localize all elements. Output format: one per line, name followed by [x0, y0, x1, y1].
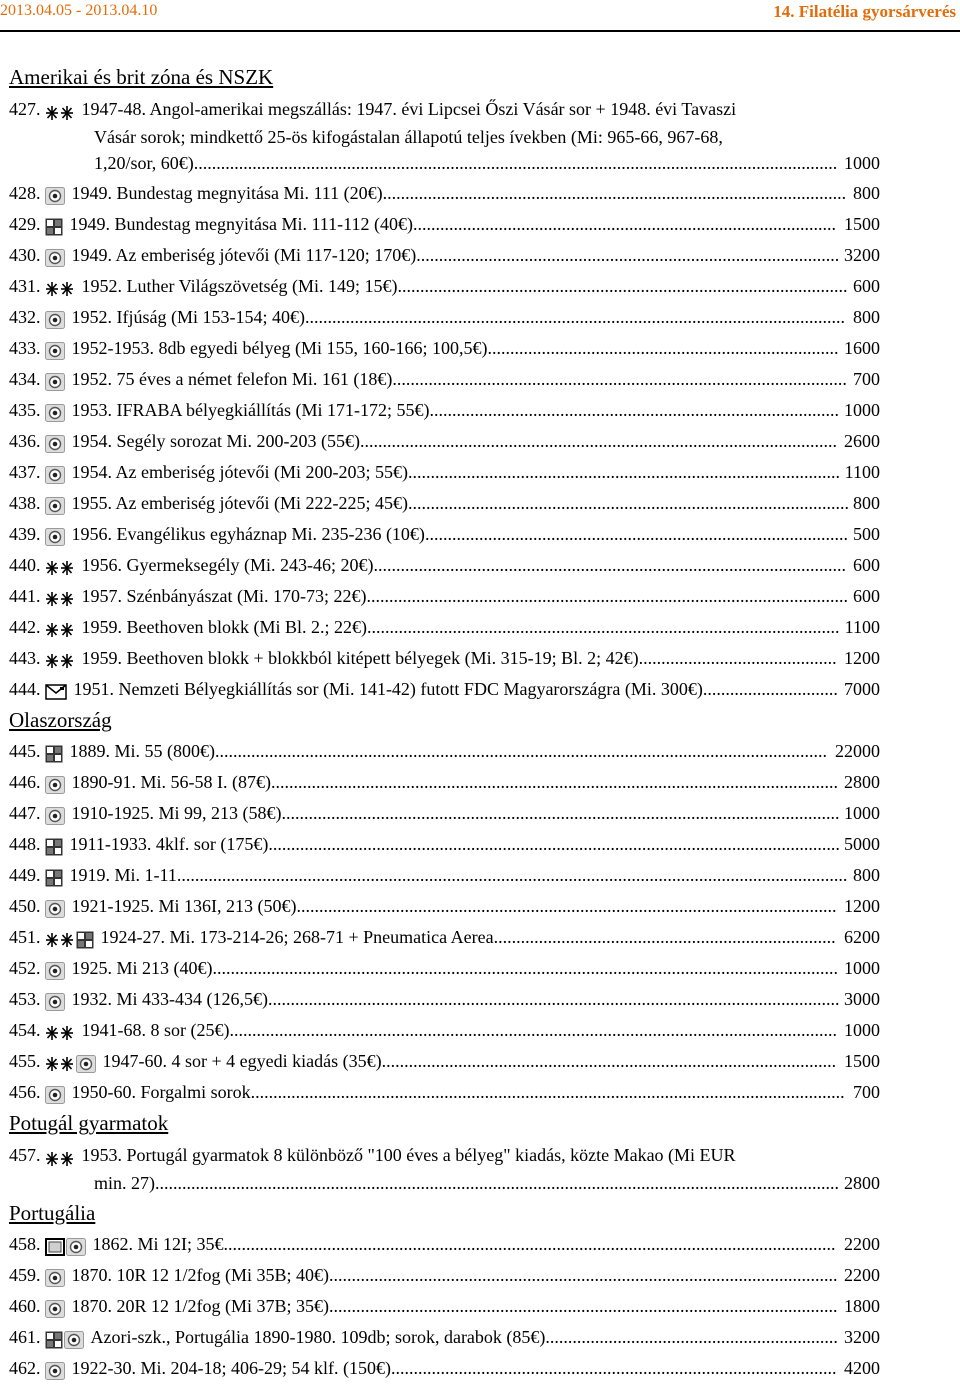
lot-number: 459. — [9, 1264, 41, 1285]
lot-description: 1949. Bundestag megnyitása Mi. 111 (20€) — [71, 182, 383, 203]
lot-number: 428. — [9, 182, 41, 203]
condition-icons — [45, 303, 66, 334]
postmark-icon — [45, 497, 65, 515]
leader-dots: ........................................................................................... — [429, 399, 839, 420]
lot-description: 1949. Bundestag megnyitása Mi. 111-112 (40€) — [69, 213, 413, 234]
condition-icons — [45, 985, 66, 1016]
lot-item — [9, 1015, 949, 1046]
lot-description: 1959. Beethoven blokk (Mi Bl. 2.; 22€) — [81, 616, 367, 637]
leader-dots: ....................................................................................................................................... — [229, 1019, 837, 1040]
lot-item — [9, 922, 949, 953]
leader-dots: ................................................................................................................. — [329, 1264, 838, 1285]
lot-description: 1954. Segély sorozat Mi. 200-203 (55€) — [71, 430, 360, 451]
condition-icons — [45, 613, 76, 644]
postmark-icon — [76, 1055, 96, 1073]
leader-dots: .............................. — [702, 678, 838, 699]
lot-price: 1500 — [842, 209, 880, 240]
lot-item — [9, 829, 949, 860]
mint-icon — [45, 560, 75, 576]
block-icon — [76, 931, 94, 949]
lot-description: Azori-szk., Portugália 1890-1980. 109db; sorok, darabok (85€) — [90, 1326, 546, 1347]
lot-price: 3000 — [842, 984, 880, 1015]
condition-icons — [45, 861, 64, 892]
lot-number: 435. — [9, 399, 41, 420]
lot-description: 1953. IFRABA bélyegkiállítás (Mi 171-172; 55€) — [71, 399, 430, 420]
lot-description: 1952. Ifjúság (Mi 153-154; 40€) — [71, 306, 305, 327]
leader-dots: ..................................................................................................... — [392, 368, 847, 389]
lot-number: 441. — [9, 585, 41, 606]
condition-icons — [45, 1323, 85, 1354]
leader-dots: .................................................................................................... — [397, 275, 848, 296]
condition-icons — [45, 272, 76, 303]
date-range: 2013.04.05 - 2013.04.10 — [0, 2, 158, 19]
leader-dots: ............................................................................................................................... — [268, 833, 840, 854]
leader-dots: .................................................................................................................................... — [250, 1081, 845, 1102]
lot-description: 1952-1953. 8db egyedi bélyeg (Mi 155, 160-166; 100,5€) — [71, 337, 488, 358]
lot-price: 800 — [851, 488, 880, 519]
condition-icons — [45, 334, 66, 365]
lot-description: 1959. Beethoven blokk + blokkból kitépett bélyegek (Mi. 315-19; Bl. 2; 42€) — [81, 647, 639, 668]
lot-number: 450. — [9, 895, 41, 916]
postmark-icon — [45, 962, 65, 980]
condition-icons — [45, 520, 66, 551]
leader-dots: ........................................................................................................................ — [304, 306, 845, 327]
lot-number: 436. — [9, 430, 41, 451]
lot-number: 438. — [9, 492, 41, 513]
lot-item — [9, 178, 949, 209]
lot-item — [9, 333, 949, 364]
lot-price: 800 — [851, 302, 880, 333]
leader-dots: ........................................................................................................................................ — [215, 740, 827, 761]
leader-dots: ..................................................................................................................................................... — [176, 864, 848, 885]
lot-number: 430. — [9, 244, 41, 265]
condition-icons — [45, 892, 66, 923]
lot-description: 1932. Mi 433-434 (126,5€) — [71, 988, 268, 1009]
leader-dots: ................................................................. — [545, 1326, 838, 1347]
lot-description: 1956. Gyermeksegély (Mi. 243-46; 20€) — [81, 554, 374, 575]
lot-price: 1000 — [842, 798, 880, 829]
lot-number: 444. — [9, 678, 41, 699]
lot-description: 1955. Az emberiség jótevői (Mi 222-225; 45€) — [71, 492, 408, 513]
lot-item — [9, 488, 949, 519]
stamp-outline-icon — [45, 1238, 65, 1256]
lot-price: 1200 — [842, 891, 880, 922]
condition-icons — [45, 1016, 76, 1047]
lot-number: 457. — [9, 1144, 41, 1165]
lot-item — [9, 550, 949, 581]
lot-item — [9, 1322, 949, 1353]
condition-icons — [45, 1292, 66, 1323]
lot-price: 22000 — [833, 736, 880, 767]
lot-number: 461. — [9, 1326, 41, 1347]
condition-icons — [45, 768, 66, 799]
leader-dots: ........................................................................................................................ — [296, 895, 837, 916]
lot-item — [9, 302, 949, 333]
lot-number: 452. — [9, 957, 41, 978]
mint-icon — [45, 281, 75, 297]
postmark-icon — [45, 466, 65, 484]
lot-description: 1870. 20R 12 1/2fog (Mi 37B; 35€) — [71, 1295, 330, 1316]
lot-number: 445. — [9, 740, 41, 761]
condition-icons — [45, 737, 64, 768]
lot-number: 442. — [9, 616, 41, 637]
lot-description: 1924-27. Mi. 173-214-26; 268-71 + Pneumatica Aerea — [100, 926, 494, 947]
lot-number: 446. — [9, 771, 41, 792]
lot-description: 1950-60. Forgalmi sorok — [71, 1081, 251, 1102]
leader-dots: ................................................................................................................. — [329, 1295, 838, 1316]
lot-price: 1800 — [842, 1291, 880, 1322]
lot-price: 1000 — [842, 150, 880, 176]
lot-price: 5000 — [842, 829, 880, 860]
condition-icons — [45, 799, 66, 830]
section-title: Potugál gyarmatok — [9, 1110, 169, 1135]
mint-icon — [45, 932, 75, 948]
condition-icons — [45, 1078, 66, 1109]
lot-number: 437. — [9, 461, 41, 482]
mint-icon — [45, 1025, 75, 1041]
lot-price: 1600 — [842, 333, 880, 364]
lot-item — [9, 953, 949, 984]
lot-description: 1910-1925. Mi 99, 213 (58€) — [71, 802, 282, 823]
lot-price: 6200 — [842, 922, 880, 953]
leader-dots: ................................................................................................ — [407, 461, 840, 482]
condition-icons — [45, 830, 64, 861]
lot-item — [9, 736, 949, 767]
lot-number: 460. — [9, 1295, 41, 1316]
leader-dots: ........................................................................................................................................... — [212, 957, 838, 978]
lot-item — [9, 209, 949, 240]
lot-number: 454. — [9, 1019, 41, 1040]
section-title: Olaszország — [9, 707, 112, 732]
lot-price: 1100 — [843, 612, 880, 643]
lot-item — [9, 860, 949, 891]
lot-item — [9, 1077, 949, 1108]
mint-icon — [45, 622, 75, 638]
condition-icons — [45, 489, 66, 520]
lot-item — [9, 395, 949, 426]
mint-icon — [45, 653, 75, 669]
condition-icons — [45, 210, 64, 241]
condition-icons — [45, 1354, 66, 1385]
lot-price: 600 — [851, 271, 880, 302]
lot-description: 1925. Mi 213 (40€) — [71, 957, 213, 978]
catalog-content — [9, 62, 949, 1384]
postmark-icon — [45, 1300, 65, 1318]
condition-icons — [45, 179, 66, 210]
lot-item — [9, 643, 949, 674]
condition-icons — [45, 1230, 87, 1261]
lot-item — [9, 240, 949, 271]
postmark-icon — [45, 342, 65, 360]
lot-description-line: 1953. Portugál gyarmatok 8 különböző "100 éves a bélyeg" kiadás, közte Makao (Mi EUR — [81, 1144, 736, 1165]
lot-price: 700 — [851, 1077, 880, 1108]
lot-number: 455. — [9, 1050, 41, 1071]
leader-dots: ............................................................................ — [493, 926, 836, 947]
lot-description: 1889. Mi. 55 (800€) — [69, 740, 215, 761]
condition-icons — [45, 427, 66, 458]
lot-price: 2800 — [842, 767, 880, 798]
lot-price: 1000 — [842, 395, 880, 426]
leader-dots: .............................................................................................. — [424, 523, 848, 544]
lot-number: 448. — [9, 833, 41, 854]
lot-description: 1952. 75 éves a német felefon Mi. 161 (18€) — [71, 368, 393, 389]
lot-item — [9, 1353, 949, 1384]
postmark-icon — [45, 187, 65, 205]
leader-dots: .............................................................................................................................. — [270, 771, 838, 792]
lot-item — [9, 93, 949, 178]
condition-icons — [45, 396, 66, 427]
leader-dots: ........................................................................................................................................................ — [155, 1172, 839, 1193]
page-header — [0, 0, 960, 32]
lot-item — [9, 581, 949, 612]
condition-icons — [45, 644, 76, 675]
lot-price: 800 — [851, 860, 880, 891]
lot-price: 1000 — [842, 1015, 880, 1046]
lot-price: 2800 — [842, 1170, 880, 1196]
event-title: 14. Filatélia gyorsárverés — [773, 2, 956, 21]
leader-dots: ............................................................................................................................ — [281, 802, 840, 823]
section-title: Amerikai és brit zóna és NSZK — [9, 65, 274, 89]
lot-item — [9, 271, 949, 302]
lot-price: 500 — [851, 519, 880, 550]
lot-number: 458. — [9, 1233, 41, 1254]
postmark-icon — [45, 807, 65, 825]
leader-dots: .............................................................................................. — [416, 244, 840, 265]
leader-dots: ......................................................................................................... — [366, 616, 840, 637]
lot-description: 1956. Evangélikus egyháznap Mi. 235-236 (10€) — [71, 523, 425, 544]
lot-description: 1,20/sor, 60€) — [94, 152, 194, 173]
leader-dots: .............................................................................. — [487, 337, 839, 358]
mint-icon — [45, 1151, 75, 1167]
lot-item — [9, 426, 949, 457]
lot-number: 432. — [9, 306, 41, 327]
postmark-icon — [45, 373, 65, 391]
postmark-icon — [45, 993, 65, 1011]
postmark-icon — [45, 435, 65, 453]
lot-description: 1941-68. 8 sor (25€) — [81, 1019, 230, 1040]
section-title: Portugália — [9, 1200, 96, 1225]
condition-icons — [45, 1047, 97, 1078]
block-icon — [45, 218, 63, 236]
lot-description: 1890-91. Mi. 56-58 I. (87€) — [71, 771, 271, 792]
leader-dots: ........................................................................................................................................ — [223, 1233, 836, 1254]
lot-number: 453. — [9, 988, 41, 1009]
envelope-icon — [45, 684, 67, 700]
block-icon — [45, 869, 63, 887]
lot-price: 700 — [851, 364, 880, 395]
lot-item — [9, 798, 949, 829]
lot-price: 600 — [851, 550, 880, 581]
postmark-icon — [66, 1238, 86, 1256]
block-icon — [45, 1331, 63, 1349]
lot-number: 433. — [9, 337, 41, 358]
lot-price: 800 — [851, 178, 880, 209]
condition-icons — [45, 1261, 66, 1292]
lot-item — [9, 767, 949, 798]
mint-icon — [45, 591, 75, 607]
lot-price: 3200 — [842, 240, 880, 271]
lot-item — [9, 457, 949, 488]
lot-description: 1951. Nemzeti Bélyegkiállítás sor (Mi. 141-42) futott FDC Magyarországra (Mi. 300€) — [73, 678, 703, 699]
lot-number: 449. — [9, 864, 41, 885]
lot-item — [9, 1139, 949, 1198]
lot-price: 1100 — [843, 457, 880, 488]
lot-description: 1921-1925. Mi 136I, 213 (50€) — [71, 895, 297, 916]
lot-item — [9, 519, 949, 550]
lot-number: 456. — [9, 1081, 41, 1102]
postmark-icon — [45, 404, 65, 422]
leader-dots: .............................................................................................. — [412, 213, 836, 234]
condition-icons — [45, 551, 76, 582]
condition-icons — [45, 675, 68, 706]
lot-description: 1957. Szénbányászat (Mi. 170-73; 22€) — [81, 585, 367, 606]
postmark-icon — [45, 900, 65, 918]
lot-price: 1000 — [842, 953, 880, 984]
lot-price: 7000 — [842, 674, 880, 705]
lot-number: 434. — [9, 368, 41, 389]
leader-dots: ..................................................................................................... — [381, 1050, 837, 1071]
postmark-icon — [45, 1086, 65, 1104]
lot-description: min. 27) — [94, 1172, 155, 1193]
lot-item — [9, 891, 949, 922]
lot-price: 600 — [851, 581, 880, 612]
lot-description: 1870. 10R 12 1/2fog (Mi 35B; 40€) — [71, 1264, 330, 1285]
mint-icon — [45, 105, 75, 121]
leader-dots: .......................................................................................................... — [359, 430, 837, 451]
lot-price: 2600 — [842, 426, 880, 457]
block-icon — [45, 838, 63, 856]
lot-description: 1922-30. Mi. 204-18; 406-29; 54 klf. (150€) — [71, 1357, 391, 1378]
postmark-icon — [45, 311, 65, 329]
leader-dots: ............................................ — [638, 647, 837, 668]
condition-icons — [45, 365, 66, 396]
lot-number: 431. — [9, 275, 41, 296]
lot-item — [9, 1260, 949, 1291]
lot-item — [9, 984, 949, 1015]
lot-price: 2200 — [842, 1260, 880, 1291]
lot-number: 443. — [9, 647, 41, 668]
condition-icons — [45, 241, 66, 272]
lot-price: 4200 — [842, 1353, 880, 1384]
lot-number: 451. — [9, 926, 41, 947]
leader-dots: ............................................................................................................................................... — [193, 152, 838, 173]
leader-dots: ........................................................................................................... — [366, 585, 848, 606]
lot-number: 462. — [9, 1357, 41, 1378]
lot-price: 3200 — [842, 1322, 880, 1353]
lot-description: 1952. Luther Világszövetség (Mi. 149; 15€) — [81, 275, 398, 296]
lot-description: 1954. Az emberiség jótevői (Mi 200-203; 55€) — [71, 461, 408, 482]
lot-description-line: Vásár sorok; mindkettő 25-ös kifogástalan állapotú teljes ívekben (Mi: 965-66, 967-68, — [94, 126, 723, 147]
lot-item — [9, 364, 949, 395]
lot-item — [9, 1046, 949, 1077]
leader-dots: ............................................................................................................................... — [268, 988, 840, 1009]
lot-price: 1500 — [842, 1046, 880, 1077]
condition-icons — [45, 98, 76, 124]
leader-dots: ....................................................................................................... — [382, 182, 847, 203]
lot-item — [9, 612, 949, 643]
mint-icon — [45, 1056, 75, 1072]
leader-dots: ......................................................................................................... — [373, 554, 846, 575]
lot-number: 447. — [9, 802, 41, 823]
condition-icons — [45, 458, 66, 489]
lot-description: 1911-1933. 4klf. sor (175€) — [69, 833, 269, 854]
postmark-icon — [64, 1331, 84, 1349]
lot-description: 1947-60. 4 sor + 4 egyedi kiadás (35€) — [102, 1050, 382, 1071]
lot-number: 439. — [9, 523, 41, 544]
lot-number: 427. — [9, 99, 41, 119]
lot-item — [9, 1291, 949, 1322]
postmark-icon — [45, 249, 65, 267]
postmark-icon — [45, 1269, 65, 1287]
lot-description: 1919. Mi. 1-11 — [69, 864, 177, 885]
condition-icons — [45, 923, 95, 954]
postmark-icon — [45, 528, 65, 546]
condition-icons — [45, 582, 76, 613]
leader-dots: ................................................................................................... — [390, 1357, 837, 1378]
block-icon — [45, 745, 63, 763]
lot-number: 429. — [9, 213, 41, 234]
leader-dots: .................................................................................................. — [407, 492, 849, 513]
lot-price: 2200 — [842, 1229, 880, 1260]
lot-number: 440. — [9, 554, 41, 575]
lot-description: 1949. Az emberiség jótevői (Mi 117-120; 170€) — [71, 244, 417, 265]
postmark-icon — [45, 1362, 65, 1380]
lot-item — [9, 1229, 949, 1260]
lot-description-line: 1947-48. Angol-amerikai megszállás: 1947. évi Lipcsei Őszi Vásár sor + 1948. évi Tavaszi — [81, 99, 737, 119]
lot-price: 1200 — [842, 643, 880, 674]
lot-item — [9, 674, 949, 705]
condition-icons — [45, 954, 66, 985]
postmark-icon — [45, 776, 65, 794]
lot-description: 1862. Mi 12I; 35€ — [92, 1233, 224, 1254]
condition-icons — [45, 1144, 76, 1170]
